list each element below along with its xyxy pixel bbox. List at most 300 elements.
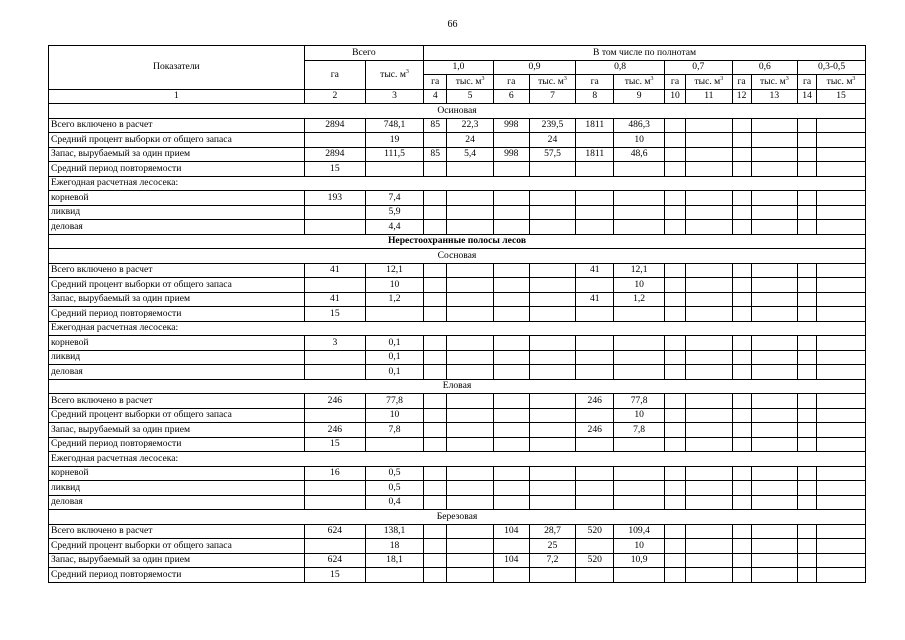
table-cell (686, 495, 732, 510)
row-label: Ежегодная расчетная лесосека: (49, 321, 866, 336)
table-cell: 1811 (576, 118, 614, 133)
table-cell (576, 205, 614, 220)
table-row (49, 408, 866, 423)
table-cell (447, 162, 493, 177)
table-cell: 10 (365, 278, 423, 293)
table-cell (751, 162, 797, 177)
table-cell: 5,9 (365, 205, 423, 220)
table-cell (751, 220, 797, 235)
table-cell (365, 568, 423, 583)
table-cell (686, 394, 732, 409)
table-cell (529, 365, 575, 380)
table-cell (751, 278, 797, 293)
table-cell (529, 278, 575, 293)
table-cell (664, 408, 685, 423)
table-row (49, 481, 866, 496)
density-header-3: 0,7 (664, 60, 732, 75)
table-cell (304, 539, 365, 554)
column-number: 8 (576, 89, 614, 104)
header-incl-densities: В том числе по полнотам (424, 46, 866, 61)
table-cell (686, 408, 732, 423)
table-cell (732, 495, 751, 510)
table-cell (686, 205, 732, 220)
table-cell (664, 263, 685, 278)
table-cell: 2894 (304, 147, 365, 162)
table-cell: 0,4 (365, 495, 423, 510)
table-cell (529, 495, 575, 510)
table-cell (664, 133, 685, 148)
table-cell (664, 307, 685, 322)
table-cell (686, 553, 732, 568)
table-cell (798, 191, 817, 206)
table-cell: 18 (365, 539, 423, 554)
table-cell (732, 350, 751, 365)
table-cell (817, 205, 866, 220)
row-label: Средний период повторяемости (49, 307, 305, 322)
table-cell (304, 133, 365, 148)
table-cell (751, 539, 797, 554)
column-number: 1 (49, 89, 305, 104)
table-cell (798, 466, 817, 481)
table-row (49, 307, 866, 322)
table-cell (817, 495, 866, 510)
table-cell (686, 524, 732, 539)
section-title: Нерестоохранные полосы лесов (49, 234, 866, 249)
table-cell (798, 539, 817, 554)
table-cell: 3 (304, 336, 365, 351)
table-cell (817, 147, 866, 162)
table-cell (447, 205, 493, 220)
table-cell (447, 191, 493, 206)
table-cell (529, 336, 575, 351)
row-label: Средний процент выборки от общего запаса (49, 133, 305, 148)
table-cell (817, 365, 866, 380)
table-cell (493, 336, 529, 351)
table-cell: 15 (304, 568, 365, 583)
table-cell (424, 133, 447, 148)
table-cell (576, 466, 614, 481)
table-cell (751, 394, 797, 409)
table-cell: 24 (529, 133, 575, 148)
table-cell (732, 539, 751, 554)
table-cell (798, 147, 817, 162)
table-cell (493, 133, 529, 148)
table-cell (817, 263, 866, 278)
table-row (49, 394, 866, 409)
table-cell: 15 (304, 162, 365, 177)
table-cell (576, 278, 614, 293)
header-indicators: Показатели (49, 46, 305, 90)
table-cell (576, 495, 614, 510)
table-cell (732, 307, 751, 322)
table-cell (664, 365, 685, 380)
section-row (49, 379, 866, 394)
row-label: Ежегодная расчетная лесосека: (49, 452, 866, 467)
column-number: 3 (365, 89, 423, 104)
table-cell (664, 350, 685, 365)
table-cell (493, 263, 529, 278)
table-cell: 998 (493, 147, 529, 162)
table-cell (576, 307, 614, 322)
unit-cube: 3 (785, 75, 789, 82)
unit-cube: 3 (650, 75, 654, 82)
table-cell (686, 278, 732, 293)
table-cell (365, 437, 423, 452)
row-label: корневой (49, 191, 305, 206)
table-cell (424, 437, 447, 452)
table-cell (424, 553, 447, 568)
table-cell (614, 481, 665, 496)
table-cell (664, 524, 685, 539)
table-cell: 1811 (576, 147, 614, 162)
table-cell (664, 466, 685, 481)
table-cell (447, 524, 493, 539)
table-cell (686, 350, 732, 365)
table-cell: 10 (614, 539, 665, 554)
table-cell (664, 495, 685, 510)
table-cell: 4,4 (365, 220, 423, 235)
table-cell (664, 191, 685, 206)
table-cell (817, 162, 866, 177)
table-cell (493, 162, 529, 177)
section-row (49, 234, 866, 249)
header-total-ha: га (304, 60, 365, 89)
table-cell (817, 524, 866, 539)
row-label: Всего включено в расчет (49, 118, 305, 133)
table-cell: 41 (304, 292, 365, 307)
table-cell (447, 336, 493, 351)
table-row (49, 437, 866, 452)
unit-ha: га (493, 75, 529, 90)
table-cell: 1,2 (614, 292, 665, 307)
row-label: Средний период повторяемости (49, 162, 305, 177)
table-cell: 28,7 (529, 524, 575, 539)
table-cell (304, 481, 365, 496)
table-cell (817, 437, 866, 452)
row-label: Ежегодная расчетная лесосека: (49, 176, 866, 191)
table-cell (817, 118, 866, 133)
table-cell: 25 (529, 539, 575, 554)
table-cell (576, 437, 614, 452)
table-cell (798, 220, 817, 235)
table-cell: 48,6 (614, 147, 665, 162)
table-cell (817, 191, 866, 206)
table-row (49, 539, 866, 554)
table-cell: 109,4 (614, 524, 665, 539)
table-cell: 15 (304, 437, 365, 452)
table-cell (664, 162, 685, 177)
table-cell (576, 408, 614, 423)
table-cell: 2894 (304, 118, 365, 133)
table-cell (447, 307, 493, 322)
table-cell (732, 191, 751, 206)
table-cell (751, 408, 797, 423)
table-row (49, 466, 866, 481)
table-cell (614, 307, 665, 322)
table-cell (751, 466, 797, 481)
table-cell (576, 365, 614, 380)
table-cell (817, 307, 866, 322)
table-cell (686, 133, 732, 148)
table-cell (751, 350, 797, 365)
row-label: ликвид (49, 205, 305, 220)
table-row (49, 553, 866, 568)
table-cell: 10 (614, 278, 665, 293)
column-number: 12 (732, 89, 751, 104)
column-number: 13 (751, 89, 797, 104)
table-row (49, 452, 866, 467)
table-cell (664, 539, 685, 554)
table-row (49, 191, 866, 206)
unit-volume (614, 75, 665, 90)
table-cell (529, 263, 575, 278)
table-cell (493, 539, 529, 554)
table-cell (529, 292, 575, 307)
table-row (49, 220, 866, 235)
table-cell (686, 292, 732, 307)
table-cell (732, 292, 751, 307)
table-cell (493, 205, 529, 220)
table-row (49, 263, 866, 278)
table-cell (751, 568, 797, 583)
unit-text: тыс. м (694, 75, 721, 87)
table-cell (732, 205, 751, 220)
table-cell (732, 365, 751, 380)
table-cell: 7,8 (365, 423, 423, 438)
table-cell: 18,1 (365, 553, 423, 568)
table-cell (424, 394, 447, 409)
table-cell (798, 408, 817, 423)
table-cell (304, 205, 365, 220)
table-cell (424, 495, 447, 510)
unit-cube: 3 (563, 75, 567, 82)
table-cell (817, 292, 866, 307)
table-cell (447, 220, 493, 235)
table-cell (686, 162, 732, 177)
table-cell (817, 408, 866, 423)
table-cell (576, 162, 614, 177)
table-cell (798, 423, 817, 438)
table-cell: 77,8 (614, 394, 665, 409)
table-cell: 246 (576, 423, 614, 438)
section-title: Осиновая (49, 104, 866, 119)
table-cell: 239,5 (529, 118, 575, 133)
table-cell (686, 191, 732, 206)
table-cell (447, 568, 493, 583)
table-cell (447, 423, 493, 438)
table-cell: 10 (614, 408, 665, 423)
table-cell (817, 423, 866, 438)
table-cell (447, 365, 493, 380)
row-label: Запас, вырубаемый за один прием (49, 292, 305, 307)
table-cell (424, 568, 447, 583)
density-header-0: 1,0 (424, 60, 494, 75)
table-cell (447, 466, 493, 481)
table-cell (686, 118, 732, 133)
column-number: 2 (304, 89, 365, 104)
table-cell (686, 539, 732, 554)
table-cell (614, 466, 665, 481)
table-cell (424, 466, 447, 481)
row-label: Средний период повторяемости (49, 437, 305, 452)
table-cell (614, 162, 665, 177)
table-row (49, 176, 866, 191)
table-cell: 0,1 (365, 350, 423, 365)
table-cell (664, 292, 685, 307)
table-cell (817, 336, 866, 351)
table-row (49, 365, 866, 380)
table-cell (817, 481, 866, 496)
table-cell: 7,8 (614, 423, 665, 438)
table-cell (493, 350, 529, 365)
table-row (49, 162, 866, 177)
table-cell (817, 568, 866, 583)
table-cell (751, 553, 797, 568)
table-cell (686, 220, 732, 235)
table-cell (751, 292, 797, 307)
table-cell (529, 408, 575, 423)
table-cell (576, 220, 614, 235)
table-cell (614, 437, 665, 452)
table-cell (798, 350, 817, 365)
table-cell (664, 568, 685, 583)
section-title: Сосновая (49, 249, 866, 264)
unit-ha: га (664, 75, 685, 90)
table-cell (614, 365, 665, 380)
table-cell: 41 (304, 263, 365, 278)
table-row (49, 147, 866, 162)
table-cell (686, 568, 732, 583)
table-cell (304, 495, 365, 510)
table-cell: 1,2 (365, 292, 423, 307)
table-cell (732, 466, 751, 481)
table-row (49, 568, 866, 583)
table-cell: 16 (304, 466, 365, 481)
table-cell (614, 191, 665, 206)
unit-text: тыс. м (380, 68, 406, 80)
table-cell (576, 568, 614, 583)
table-cell (424, 423, 447, 438)
table-cell (751, 133, 797, 148)
table-cell (664, 118, 685, 133)
table-row (49, 278, 866, 293)
table-cell (447, 539, 493, 554)
table-cell (576, 191, 614, 206)
table-cell: 748,1 (365, 118, 423, 133)
table-cell (424, 205, 447, 220)
row-label: ликвид (49, 350, 305, 365)
table-row (49, 423, 866, 438)
table-cell: 624 (304, 524, 365, 539)
table-cell (798, 336, 817, 351)
header-total-volume (365, 60, 423, 89)
table-cell (686, 481, 732, 496)
row-label: корневой (49, 336, 305, 351)
table-cell (798, 524, 817, 539)
table-cell (751, 365, 797, 380)
table-cell (686, 466, 732, 481)
table-cell: 111,5 (365, 147, 423, 162)
column-number: 9 (614, 89, 665, 104)
table-cell (424, 539, 447, 554)
table-cell (664, 481, 685, 496)
table-cell (798, 278, 817, 293)
table-cell (493, 220, 529, 235)
table-cell (493, 437, 529, 452)
table-cell: 10 (365, 408, 423, 423)
table-cell (304, 220, 365, 235)
table-cell: 0,1 (365, 365, 423, 380)
unit-cube: 3 (405, 68, 409, 75)
section-row (49, 249, 866, 264)
table-cell (576, 336, 614, 351)
table-cell (447, 394, 493, 409)
table-cell (447, 292, 493, 307)
header-total: Всего (304, 46, 423, 61)
column-number: 10 (664, 89, 685, 104)
page-number: 66 (447, 19, 458, 30)
table-cell: 22,3 (447, 118, 493, 133)
table-cell (686, 336, 732, 351)
unit-ha: га (732, 75, 751, 90)
table-cell (798, 568, 817, 583)
table-cell (424, 278, 447, 293)
unit-volume (529, 75, 575, 90)
table-cell (614, 350, 665, 365)
table-cell: 57,5 (529, 147, 575, 162)
table-cell (732, 118, 751, 133)
table-cell (304, 408, 365, 423)
section-title: Березовая (49, 510, 866, 525)
table-cell (424, 524, 447, 539)
table-cell (529, 437, 575, 452)
table-cell (424, 263, 447, 278)
table-cell (664, 553, 685, 568)
row-label: деловая (49, 220, 305, 235)
column-number: 4 (424, 89, 447, 104)
table-cell (493, 481, 529, 496)
table-cell (751, 524, 797, 539)
table-cell (447, 278, 493, 293)
table-cell: 7,2 (529, 553, 575, 568)
table-cell (798, 205, 817, 220)
table-cell (798, 481, 817, 496)
unit-ha: га (424, 75, 447, 90)
row-label: Всего включено в расчет (49, 394, 305, 409)
column-number: 5 (447, 89, 493, 104)
table-cell (614, 336, 665, 351)
table-cell: 520 (576, 524, 614, 539)
table-cell (686, 263, 732, 278)
header-row-1 (49, 46, 866, 61)
table-cell (529, 307, 575, 322)
row-label: Средний процент выборки от общего запаса (49, 539, 305, 554)
table-cell (798, 553, 817, 568)
table-cell (493, 307, 529, 322)
table-cell (424, 365, 447, 380)
table-cell (664, 437, 685, 452)
table-cell: 0,5 (365, 481, 423, 496)
table-cell (493, 292, 529, 307)
table-cell (732, 408, 751, 423)
table-cell (751, 263, 797, 278)
table-cell (751, 307, 797, 322)
table-cell (529, 162, 575, 177)
table-cell (664, 423, 685, 438)
table-cell: 998 (493, 118, 529, 133)
table-cell: 5,4 (447, 147, 493, 162)
table-cell: 520 (576, 553, 614, 568)
